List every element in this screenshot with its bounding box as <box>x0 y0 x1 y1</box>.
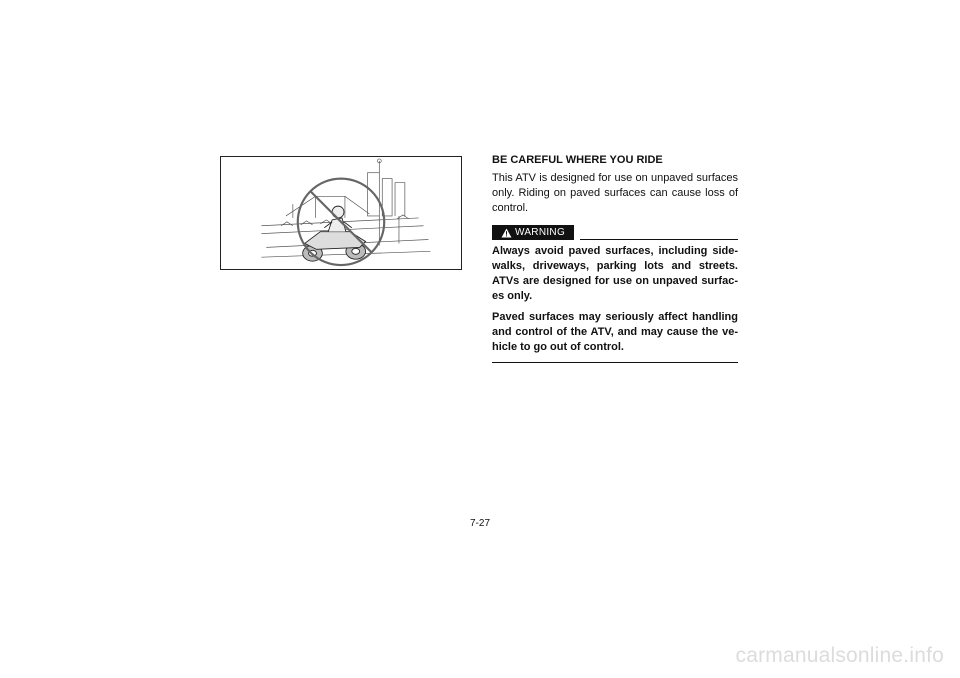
section-heading: BE CAREFUL WHERE YOU RIDE <box>492 154 663 166</box>
page-number: 7-27 <box>469 518 490 529</box>
warning-paragraph-1: Always avoid paved surfaces, including side-walks, driveways, parking lots and streets. ATVs are designed for use on unpaved surfac-es only. <box>492 245 738 302</box>
warning-bottom-rule <box>492 362 738 363</box>
watermark: carmanualsonline.info <box>735 644 944 667</box>
warning-rule <box>580 239 738 240</box>
warning-triangle-icon <box>501 228 512 238</box>
warning-header <box>492 225 738 241</box>
no-paved-surface-illustration <box>220 156 462 270</box>
section-body: This ATV is designed for use on unpaved surfaces only. Riding on paved surfaces can cause loss of control. <box>492 172 738 214</box>
content-column <box>492 153 738 363</box>
atv-prohibited-icon <box>221 157 461 269</box>
warning-label <box>492 225 574 240</box>
warning-label-text: WARNING <box>514 227 566 238</box>
warning-paragraph-2: Paved surfaces may seriously affect handling and control of the ATV, and may cause the ve-hicle to go out of control. <box>492 311 738 353</box>
